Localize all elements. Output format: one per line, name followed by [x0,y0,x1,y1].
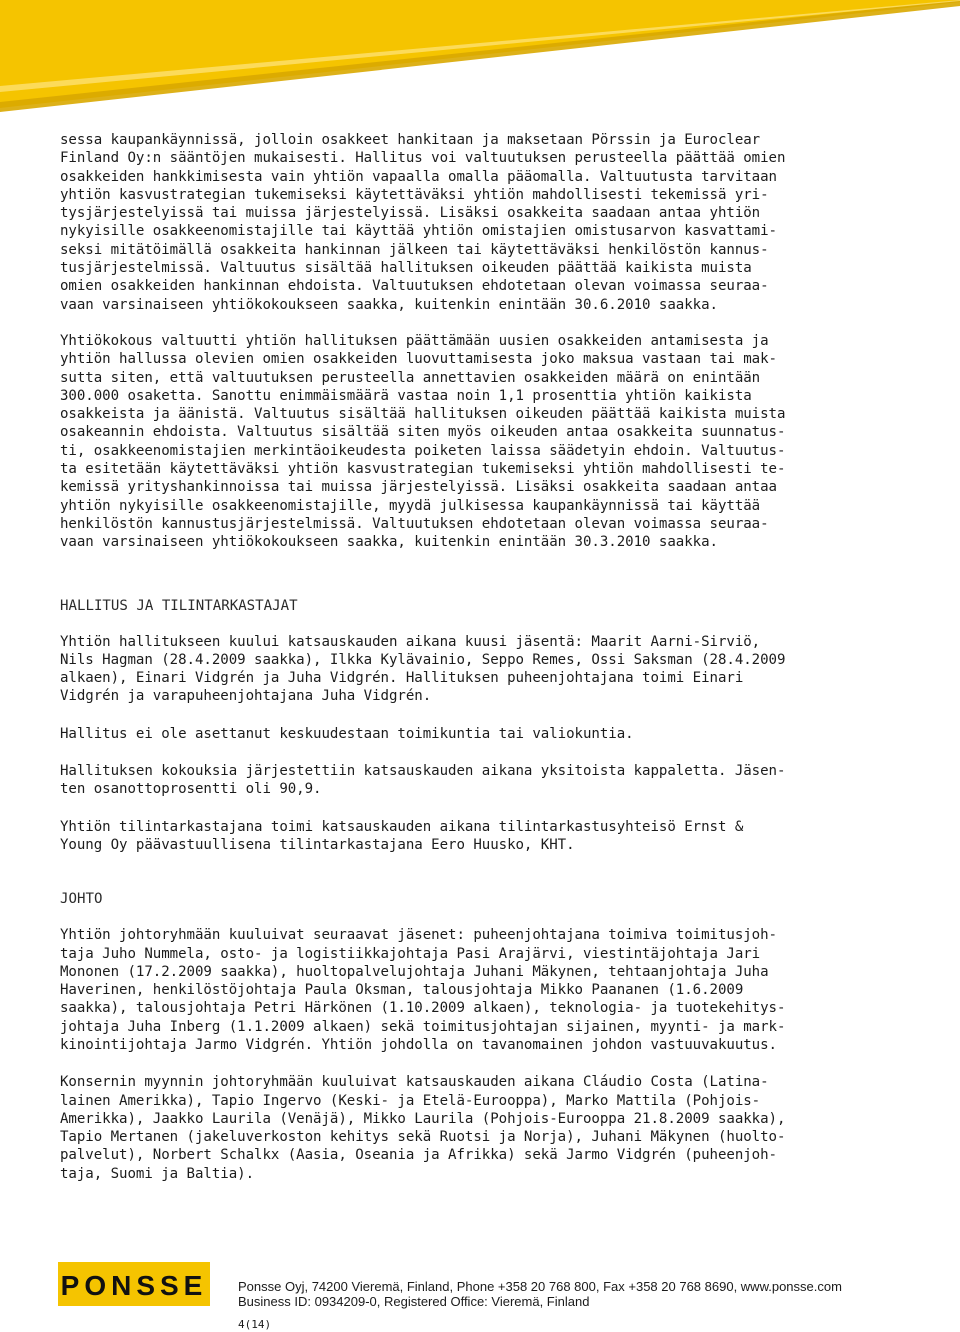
paragraph: Yhtiön johtoryhmään kuuluivat seuraavat jäsenet: puheenjohtajana toimiva toimitusjoh- taja Juho Nummela, osto- ja logistiikkajohtaja Pasi Arajärvi, viestintäjohtaja Jari Mononen (17.2.2009 saakka), huoltopalvelujohtaja Juhani Mäkynen, tehtaanjohtaja Juha Haverinen, henkilöstöjohtaja Paula Oksman, talousjohtaja Mikko Paananen (1.6.2009 saakka), talousjohtaja Petri Härkönen (1.10.2009 alkaen), teknologia- ja tuotekehitys- johtaja Juha Inberg (1.1.2009 alkaen) sekä toimitusjohtajan sijainen, myynti- ja mark- kinointijohtaja Jarmo Vidgrén. Yhtiön johdolla on tavanomainen johdon vastuuvakuutus. [60,927,786,1053]
paragraph: Yhtiön hallitukseen kuului katsauskauden aikana kuusi jäsentä: Maarit Aarni-Sirviö, Nils Hagman (28.4.2009 saakka), Ilkka Kylävainio, Seppo Remes, Ossi Saksman (28.4.2009 alkaen), Einari Vidgrén ja Juha Vidgrén. Hallituksen puheenjohtajana toimi Einari Vidgrén ja varapuheenjohtajana Juha Vidgrén. [60,633,786,705]
document-body [60,131,920,1183]
paragraph: Yhtiön tilintarkastajana toimi katsauskauden aikana tilintarkastusyhteisö Ernst & Young Oy päävastuullisena tilintarkastajana Eero Huusko, KHT. [60,818,744,853]
header-decorative-band [0,0,960,112]
svg-text:PONSSE: PONSSE [60,1270,208,1301]
footer-address-line: Ponsse Oyj, 74200 Vieremä, Finland, Phone +358 20 768 800, Fax +358 20 768 8690, www.ponsse.com [238,1279,842,1294]
section-heading-johto: JOHTO [60,891,103,908]
paragraph: Hallitus ei ole asettanut keskuudestaan toimikuntia tai valiokuntia. [60,725,634,742]
footer-business-id-line: Business ID: 0934209-0, Registered Office: Vieremä, Finland [238,1294,590,1309]
paragraph: Hallituksen kokouksia järjestettiin katsauskauden aikana yksitoista kappaletta. Jäsen- ten osanottoprosentti oli 90,9. [60,763,786,798]
section-heading-hallitus: HALLITUS JA TILINTARKASTAJAT [60,597,298,614]
paragraph: Yhtiökokous valtuutti yhtiön hallituksen päättämään uusien osakkeiden antamisesta ja yhtiön hallussa olevien omien osakkeiden luovuttamisesta joko maksua vastaan tai mak- sutta siten, että valtuutuksen perusteella annettavien osakkeiden määrä on enintään 300.000 osaketta. Sanottu enimmäismäärä vastaa noin 1,1 prosenttia yhtiön kaikista osakkeista ja äänistä. Valtuutus sisältää hallituksen oikeuden päättää kaikista muista osakeannin ehdoista. Valtuutus sisältää siten myös oikeuden antaa osakkeita suunnatus- ti, osakkeenomistajien merkintäoikeudesta poiketen laissa säädetyin ehdoin. Valtuutus- ta esitetään käytettäväksi yhtiön kasvustrategian tukemiseksi yhtiön mahdollisesti te- kemissä yrityshankinnoissa tai muissa järjestelyissä. Lisäksi osakkeita saadaan antaa yhtiön nykyisille osakkeenomistajille, myydä julkisessa kaupankäynnissä tai käyttää henkilöstön kannustusjärjestelmissä. Valtuutuksen ehdotetaan olevan voimassa seuraa- vaan varsinaiseen yhtiökokoukseen saakka, kuitenkin enintään 30.3.2010 saakka. [60,332,786,551]
paragraph: Konsernin myynnin johtoryhmään kuuluivat katsauskauden aikana Cláudio Costa (Latina- lainen Amerikka), Tapio Ingervo (Keski- ja Etelä-Eurooppa), Marko Mattila (Pohjois- Amerikka), Jaakko Laurila (Venäjä), Mikko Laurila (Pohjois-Eurooppa 21.8.2009 saakka), Tapio Mertanen (jakeluverkoston kehitys sekä Ruotsi ja Norja), Juhani Mäkynen (huolto- palvelut), Norbert Schalkx (Aasia, Oseania ja Afrikka) sekä Jarmo Vidgrén (puheenjoh- taja, Suomi ja Baltia). [60,1074,786,1182]
paragraph: sessa kaupankäynnissä, jolloin osakkeet hankitaan ja maksetaan Pörssin ja Euroclear Finland Oy:n sääntöjen mukaisesti. Hallitus voi valtuutuksen perusteella päättää omien osakkeiden hankkimisesta vain yhtiön vapaalla omalla pääomalla. Valtuutusta tarvitaan yhtiön kasvustrategian tukemiseksi käytettäväksi yhtiön mahdollisesti tekemissä yri- tysjärjestelyissä tai muissa järjestelyissä. Lisäksi osakkeita saadaan antaa yhtiön nykyisille osakkeenomistajille tai käyttää yhtiön omistajien omistusarvon kasvattami- seksi mitätöimällä osakkeita hankinnan jälkeen tai käytettäväksi henkilöstön kannus- tusjärjestelmissä. Valtuutus sisältää hallituksen oikeuden päättää kaikista muista omien osakkeiden hankinnan ehdoista. Valtuutuksen ehdotetaan olevan voimassa seuraa- vaan varsinaiseen yhtiökokoukseen saakka, kuitenkin enintään 30.6.2010 saakka. [60,132,786,313]
ponsse-logo [58,1262,210,1306]
footer-company-info [238,1279,842,1309]
page-number: 4(14) [238,1318,272,1331]
